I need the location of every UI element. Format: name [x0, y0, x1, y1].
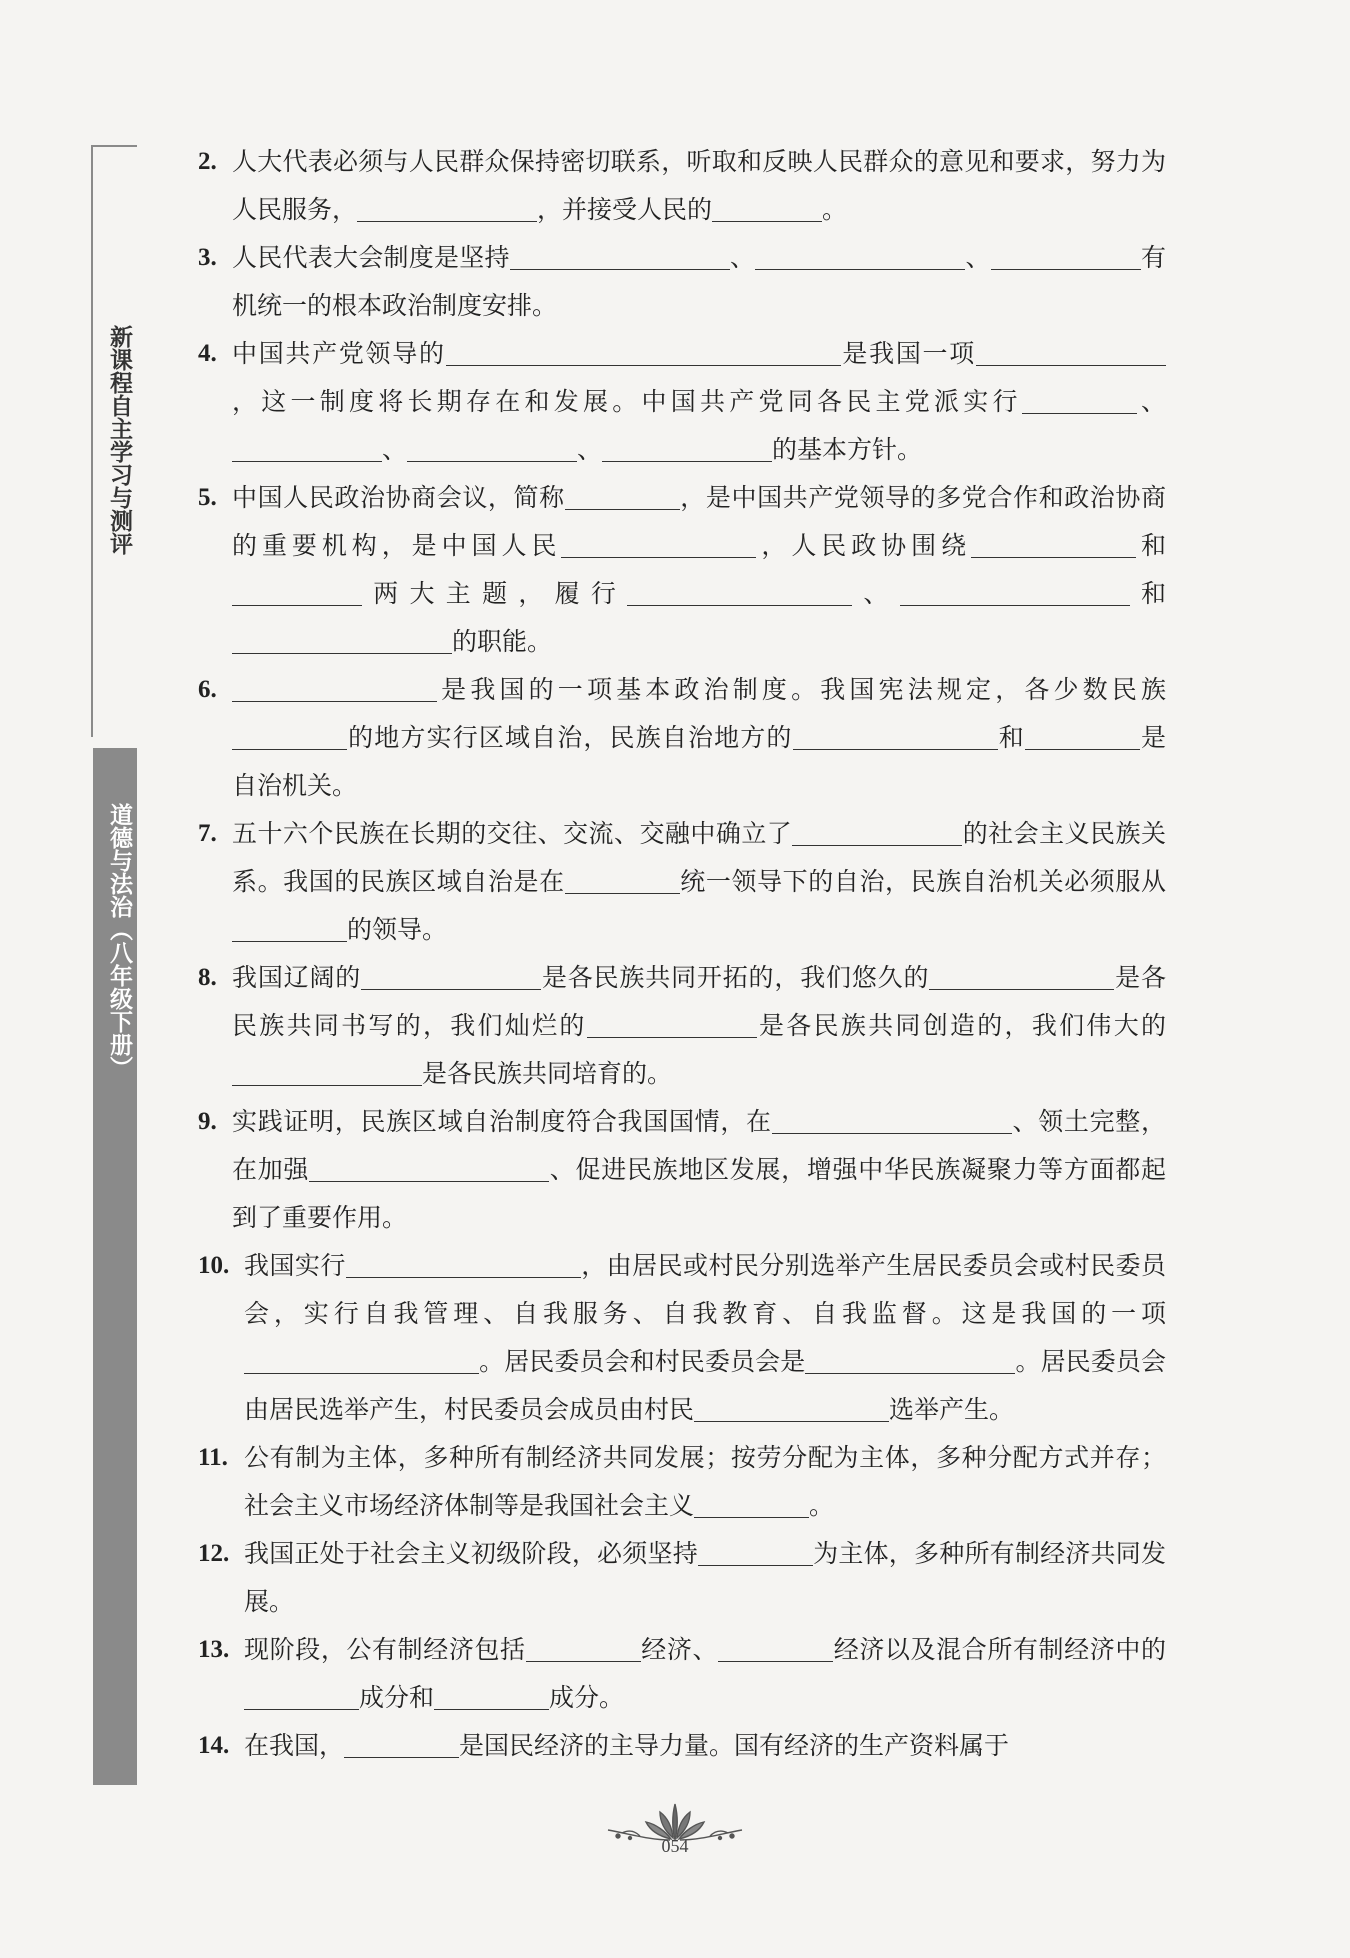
- answer-blank[interactable]: [627, 583, 852, 606]
- question-text: [198, 1530, 1166, 1626]
- question-text-segment: 和: [1129, 579, 1166, 608]
- question-text-segment: 。居民委员会由居民选举产生，村民委员会成员由村民: [244, 1347, 1166, 1424]
- question-text-segment: 是我国一项: [840, 339, 976, 368]
- page-footer: [0, 1800, 1350, 1857]
- question-text-segment: 的社会主义民族关系。我国的民族区域自治是在: [232, 819, 1166, 896]
- question-item: [198, 330, 1166, 474]
- answer-blank[interactable]: [407, 439, 577, 462]
- answer-blank[interactable]: [232, 919, 347, 942]
- answer-blank[interactable]: [772, 1111, 1012, 1134]
- question-text-segment: 中国人民政治协商会议，简称: [232, 483, 565, 512]
- question-item: [198, 1530, 1166, 1626]
- answer-blank[interactable]: [244, 1351, 479, 1374]
- question-text-segment: 是自治机关。: [232, 723, 1166, 800]
- answer-blank[interactable]: [976, 343, 1166, 366]
- question-text-segment: 是我国的一项基本政治制度。我国宪法规定，各少数民族: [437, 675, 1166, 704]
- question-text: [198, 1626, 1166, 1722]
- question-number: 7.: [198, 820, 217, 847]
- question-number: 6.: [198, 676, 217, 703]
- question-item: [198, 1242, 1166, 1434]
- question-number: 12.: [198, 1540, 230, 1567]
- question-text-segment: 。居民委员会和村民委员会是: [479, 1347, 806, 1376]
- answer-blank[interactable]: [698, 1543, 813, 1566]
- question-text-segment: ，是中国共产党领导的多党合作和政治协商的重要机构，是中国人民: [232, 483, 1166, 560]
- answer-blank[interactable]: [232, 583, 362, 606]
- question-text: [198, 1722, 1166, 1770]
- question-text-segment: 和: [1136, 531, 1166, 560]
- answer-blank[interactable]: [805, 1351, 1015, 1374]
- question-text-segment: 我国实行: [244, 1251, 346, 1280]
- answer-blank[interactable]: [361, 967, 541, 990]
- question-text-segment: 是各民族共同创造的，我们伟大的: [756, 1011, 1166, 1040]
- answer-blank[interactable]: [309, 1159, 549, 1182]
- question-text-segment: 实践证明，民族区域自治制度符合我国国情，在: [232, 1107, 772, 1136]
- question-text-segment: 经济以及混合所有制经济中的: [833, 1635, 1166, 1664]
- answer-blank[interactable]: [718, 1639, 833, 1662]
- question-item: [198, 474, 1166, 666]
- sidebar-book-title: 新课程自主学习与测评: [106, 325, 132, 555]
- question-text-segment: ，这一制度将长期存在和发展。中国共产党同各民主党派实行: [232, 387, 1022, 416]
- question-text-segment: 、领土完整，在加强: [232, 1107, 1166, 1184]
- question-text-segment: 、: [1136, 387, 1166, 416]
- question-item: [198, 810, 1166, 954]
- question-text-segment: ，并接受人民的: [537, 195, 713, 224]
- question-text-segment: 公有制为主体，多种所有制经济共同发展；按劳分配为主体，多种分配方式并存；社会主义市场经济体制等是我国社会主义: [244, 1443, 1166, 1520]
- question-text-segment: 有机统一的根本政治制度安排。: [232, 243, 1166, 320]
- question-text-segment: 、: [852, 579, 900, 608]
- question-text-segment: 统一领导下的自治，民族自治机关必须服从: [679, 867, 1166, 896]
- sidebar-subject-title: 道德与法治（八年级下册）: [106, 803, 132, 1079]
- question-text-segment: 两大主题，履行: [362, 579, 628, 608]
- answer-blank[interactable]: [232, 631, 452, 654]
- page-number: 054: [661, 1836, 689, 1856]
- question-text-segment: 我国正处于社会主义初级阶段，必须坚持: [244, 1539, 698, 1568]
- question-number: 9.: [198, 1108, 217, 1135]
- answer-blank[interactable]: [971, 535, 1136, 558]
- question-text-segment: 的职能。: [452, 627, 553, 656]
- question-item: [198, 1722, 1166, 1770]
- question-text-segment: ，由居民或村民分别选举产生居民委员会或村民委员会，实行自我管理、自我服务、自我教育、自我监督。这是我国的一项: [244, 1251, 1166, 1328]
- question-number: 4.: [198, 340, 217, 367]
- question-text-segment: 。: [809, 1491, 835, 1520]
- question-text-segment: 和: [997, 723, 1025, 752]
- question-text: [198, 954, 1166, 1098]
- question-item: [198, 138, 1166, 234]
- answer-blank[interactable]: [587, 1015, 757, 1038]
- question-text: [198, 474, 1166, 666]
- question-text-segment: 经济、: [640, 1635, 719, 1664]
- question-text-segment: 中国共产党领导的: [232, 339, 446, 368]
- question-number: 3.: [198, 244, 217, 271]
- question-text-segment: 在我国，: [244, 1731, 345, 1760]
- answer-blank[interactable]: [357, 199, 537, 222]
- answer-blank[interactable]: [755, 247, 965, 270]
- question-text-segment: ，人民政协围绕: [756, 531, 972, 560]
- question-text-segment: 、: [965, 243, 991, 272]
- question-text-segment: 的基本方针。: [772, 435, 923, 464]
- question-number: 10.: [198, 1252, 230, 1279]
- question-number: 11.: [198, 1444, 228, 1471]
- answer-blank[interactable]: [446, 343, 841, 366]
- question-item: [198, 954, 1166, 1098]
- answer-blank[interactable]: [565, 487, 680, 510]
- question-text-segment: 成分。: [549, 1683, 625, 1712]
- answer-blank[interactable]: [526, 1639, 641, 1662]
- sidebar-subject-tab: [93, 748, 137, 1785]
- answer-blank[interactable]: [232, 679, 437, 702]
- answer-blank[interactable]: [991, 247, 1141, 270]
- question-text: [198, 138, 1166, 234]
- answer-blank[interactable]: [344, 1735, 459, 1758]
- question-text-segment: 是国民经济的主导力量。国有经济的生产资料属于: [459, 1731, 1010, 1760]
- answer-blank[interactable]: [1022, 391, 1137, 414]
- answer-blank[interactable]: [602, 439, 772, 462]
- answer-blank[interactable]: [434, 1687, 549, 1710]
- question-text: [198, 1098, 1166, 1242]
- answer-blank[interactable]: [694, 1495, 809, 1518]
- answer-blank[interactable]: [694, 1399, 889, 1422]
- question-text-segment: 人大代表必须与人民群众保持密切联系，听取和反映人民群众的意见和要求，努力为人民服务，: [232, 147, 1166, 224]
- question-text: [198, 1434, 1166, 1530]
- answer-blank[interactable]: [232, 727, 347, 750]
- question-text-segment: 。: [822, 195, 848, 224]
- sidebar-book-tab: [91, 145, 137, 737]
- question-number: 8.: [198, 964, 217, 991]
- question-item: [198, 666, 1166, 810]
- question-number: 2.: [198, 148, 217, 175]
- question-number: 5.: [198, 484, 217, 511]
- question-text-segment: 、: [577, 435, 603, 464]
- question-text: [198, 1242, 1166, 1434]
- question-item: [198, 1626, 1166, 1722]
- question-text-segment: 人民代表大会制度是坚持: [232, 243, 510, 272]
- answer-blank[interactable]: [900, 583, 1130, 606]
- question-text-segment: 的领导。: [347, 915, 448, 944]
- question-text-segment: 是各民族共同开拓的，我们悠久的: [541, 963, 930, 992]
- answer-blank[interactable]: [792, 823, 962, 846]
- question-list: [198, 138, 1166, 1770]
- question-item: [198, 1098, 1166, 1242]
- answer-blank[interactable]: [232, 439, 382, 462]
- question-text: [198, 666, 1166, 810]
- answer-blank[interactable]: [793, 727, 998, 750]
- answer-blank[interactable]: [510, 247, 730, 270]
- question-text-segment: 的地方实行区域自治，民族自治地方的: [347, 723, 793, 752]
- question-text-segment: 是各民族共同书写的，我们灿烂的: [232, 963, 1166, 1040]
- question-text-segment: 五十六个民族在长期的交往、交流、交融中确立了: [232, 819, 793, 848]
- question-text-segment: 我国辽阔的: [232, 963, 362, 992]
- answer-blank[interactable]: [565, 871, 680, 894]
- question-item: [198, 1434, 1166, 1530]
- question-text-segment: 、促进民族地区发展，增强中华民族凝聚力等方面都起到了重要作用。: [232, 1155, 1166, 1232]
- answer-blank[interactable]: [712, 199, 822, 222]
- answer-blank[interactable]: [232, 1063, 422, 1086]
- question-text-segment: 选举产生。: [889, 1395, 1015, 1424]
- question-text-segment: 现阶段，公有制经济包括: [244, 1635, 526, 1664]
- answer-blank[interactable]: [346, 1255, 581, 1278]
- question-text-segment: 成分和: [359, 1683, 435, 1712]
- question-number: 13.: [198, 1636, 230, 1663]
- question-item: [198, 234, 1166, 330]
- answer-blank[interactable]: [244, 1687, 359, 1710]
- question-text-segment: 、: [729, 243, 756, 272]
- question-text-segment: 为主体，多种所有制经济共同发展。: [244, 1539, 1166, 1616]
- question-text: [198, 810, 1166, 954]
- question-text: [198, 234, 1166, 330]
- answer-blank[interactable]: [561, 535, 756, 558]
- answer-blank[interactable]: [1025, 727, 1140, 750]
- answer-blank[interactable]: [929, 967, 1114, 990]
- question-text: [198, 330, 1166, 474]
- question-text-segment: 是各民族共同培育的。: [422, 1059, 673, 1088]
- question-text-segment: 、: [382, 435, 408, 464]
- question-number: 14.: [198, 1732, 230, 1759]
